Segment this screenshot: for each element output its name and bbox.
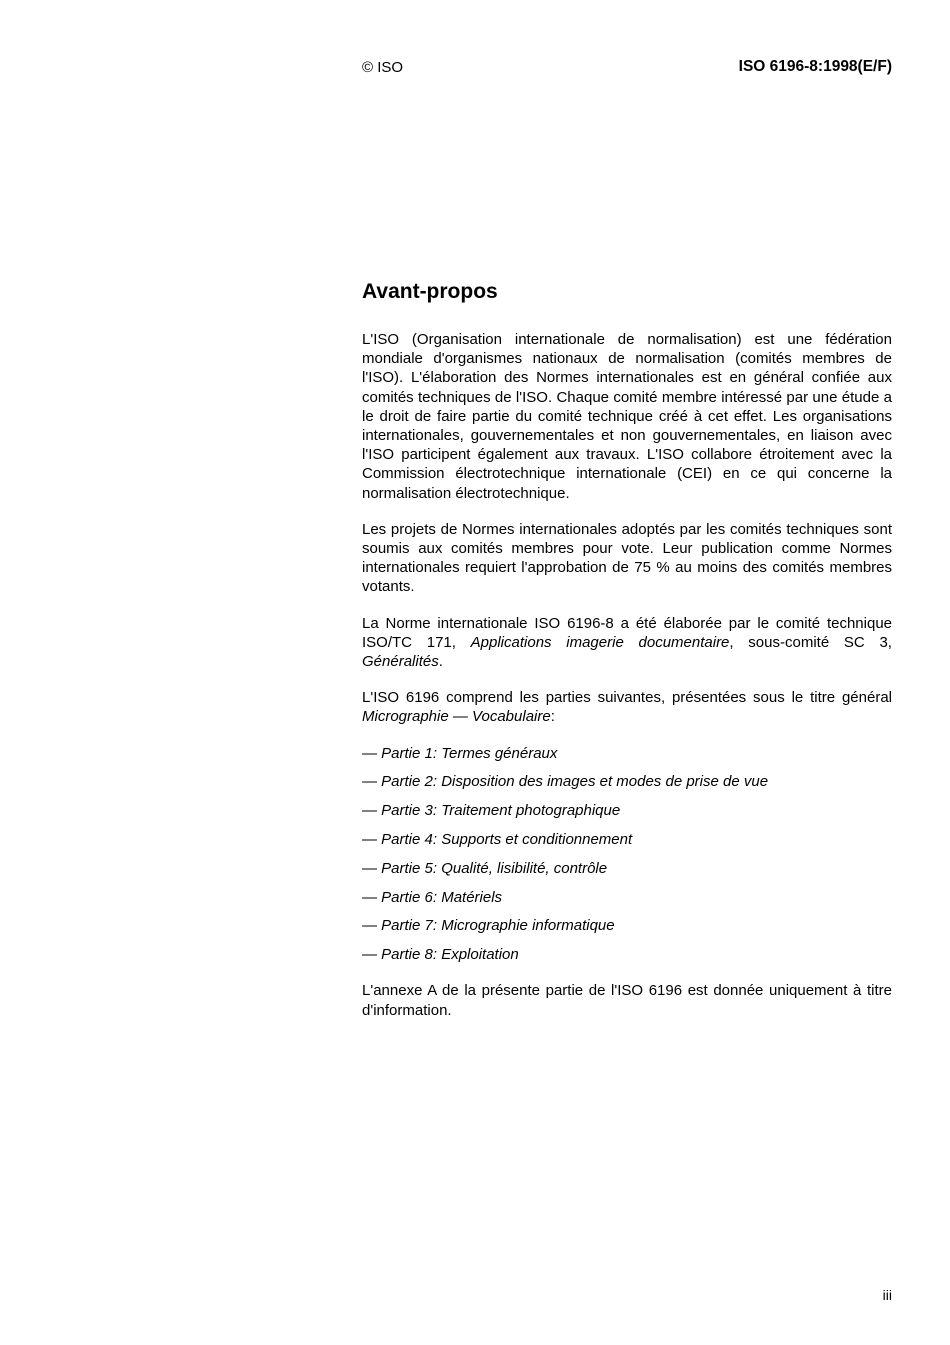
list-item-part-5: — Partie 5: Qualité, lisibilité, contrôle <box>362 859 608 877</box>
foreword-body <box>362 330 892 1037</box>
paragraph-parts-intro <box>362 688 892 726</box>
general-title: Micrographie — Vocabulaire <box>362 708 551 726</box>
committee-name: Applications imagerie documentaire <box>470 633 730 651</box>
list-item-part-7: — Partie 7: Micrographie informatique <box>362 917 615 935</box>
list-item-part-4: — Partie 4: Supports et conditionnement <box>362 831 633 849</box>
paragraph-committee <box>362 614 892 672</box>
paragraph-voting: Les projets de Normes internationales adoptés par les comités techniques sont soumis aux comités membres pour vote. Leur publication comme Normes internationales requiert l'approbation de 75 % au moins des comités membres votants. <box>362 520 892 596</box>
committee-text-a: La Norme internationale ISO 6196-8 a été élaborée par le comité technique ISO/TC 171, <box>362 614 892 651</box>
subcommittee-name: Généralités <box>362 653 439 671</box>
list-item-part-8: — Partie 8: Exploitation <box>362 946 519 964</box>
page-number: iii <box>882 1287 892 1303</box>
list-item-part-6: — Partie 6: Matériels <box>362 888 503 906</box>
parts-intro-colon: : <box>550 708 555 726</box>
list-item-part-2: — Partie 2: Disposition des images et modes de prise de vue <box>362 773 769 791</box>
list-item-part-1: — Partie 1: Termes généraux <box>362 744 558 762</box>
list-item-part-3: — Partie 3: Traitement photographique <box>362 802 621 820</box>
header-copyright: © ISO <box>362 59 404 76</box>
committee-text-b: , sous-comité SC 3, <box>729 633 892 651</box>
committee-text-c: . <box>438 653 443 671</box>
page-title: Avant-propos <box>362 280 498 303</box>
parts-intro-text: L'ISO 6196 comprend les parties suivantes, présentées sous le titre général <box>362 689 892 707</box>
paragraph-iso-intro: L'ISO (Organisation internationale de normalisation) est une fédération mondiale d'organismes nationaux de normalisation (comités membres de l'ISO). L'élaboration des Normes internationales est en général confiée aux comités techniques de l'ISO. Chaque comité membre intéressé par une étude a le droit de faire partie du comité technique créé à cet effet. Les organisations internationales, gouvernementales et non gouvernementales, en liaison avec l'ISO participent également aux travaux. L'ISO collabore étroitement avec la Commission électrotechnique internationale (CEI) en ce qui concerne la normalisation électrotechnique. <box>362 331 892 502</box>
paragraph-annex: L'annexe A de la présente partie de l'ISO 6196 est donnée uniquement à titre d'information. <box>362 982 892 1019</box>
header-document-id: ISO 6196-8:1998(E/F) <box>738 58 892 75</box>
